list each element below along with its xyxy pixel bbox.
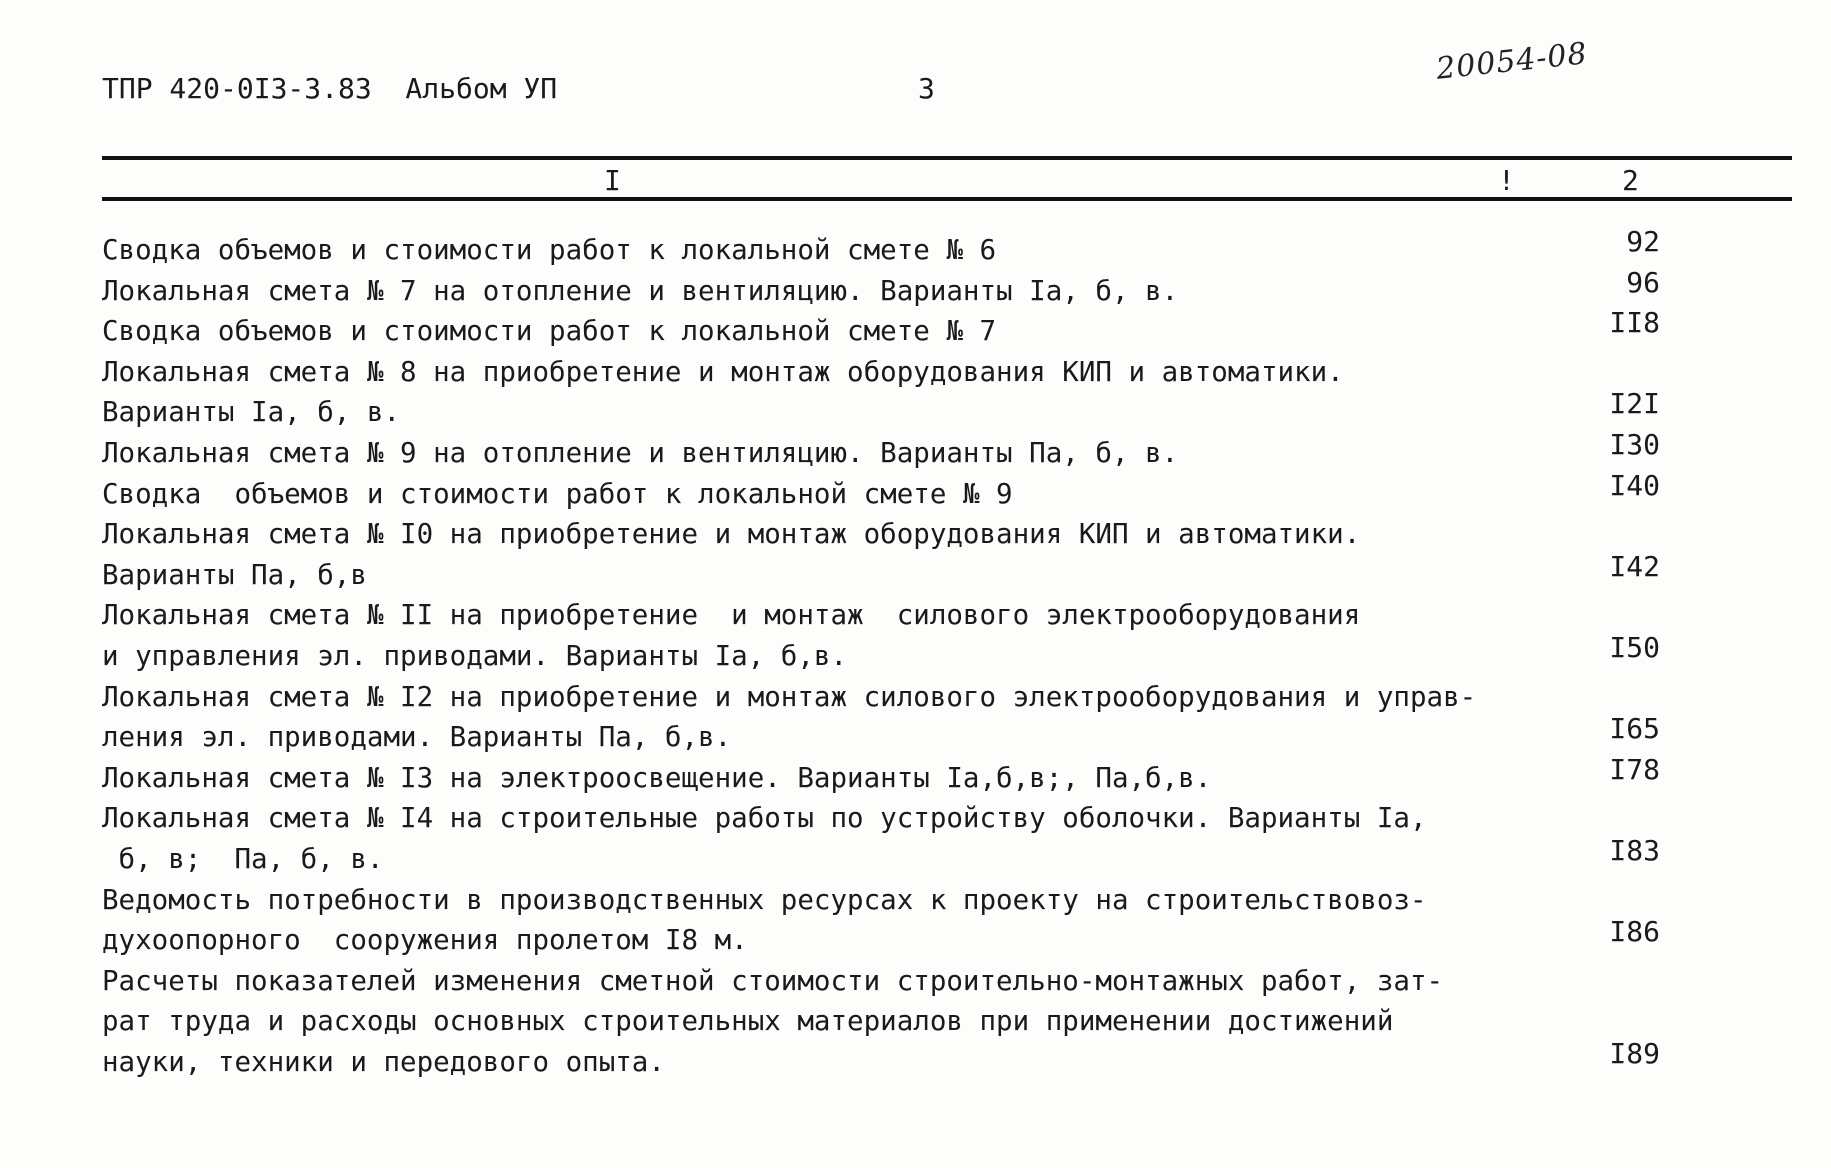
- toc-row: [102, 468, 1662, 515]
- toc-row: [102, 387, 1662, 433]
- toc-row: [102, 677, 1662, 718]
- toc-row: [102, 915, 1662, 961]
- toc-entry-page: I65: [1609, 712, 1660, 746]
- toc-entry-text: духоопорного сооружения пролетом I8 м.: [102, 924, 748, 957]
- column-separator: !: [1498, 164, 1515, 197]
- toc-row: [102, 352, 1662, 393]
- toc-entry-page: I78: [1609, 752, 1660, 786]
- toc-entry-page: I50: [1609, 630, 1660, 664]
- toc-entry-text: ления эл. приводами. Варианты Пa, б,в.: [102, 721, 732, 754]
- toc-entry-text: Локальная смета № 9 на отопление и вентиляцию. Варианты Пa, б, в.: [102, 436, 1179, 469]
- toc-entry-page: I40: [1609, 468, 1660, 502]
- handwritten-note: 20054-08: [1434, 36, 1590, 87]
- toc-row: [102, 1001, 1662, 1042]
- toc-entry-text: Локальная смета № I4 на строительные работы по устройству оболочки. Варианты Iа,: [102, 802, 1427, 835]
- toc-entry-text: Локальная смета № 8 на приобретение и монтаж оборудования КИП и автоматики.: [102, 355, 1344, 388]
- toc-row: [102, 712, 1662, 758]
- toc-entry-page: I30: [1609, 427, 1660, 461]
- toc-row: [102, 265, 1662, 312]
- toc-entry-page: II8: [1609, 306, 1660, 340]
- toc-entry-page: I2I: [1609, 387, 1660, 421]
- toc-entry-page: 96: [1626, 265, 1660, 299]
- column-header-1: I: [604, 164, 621, 197]
- table-top-rule: [102, 156, 1792, 160]
- toc-entry-text: Локальная смета № II на приобретение и монтаж силового электрооборудования: [102, 599, 1361, 632]
- toc-row: [102, 630, 1662, 677]
- toc-entry-text: Локальная смета № I3 на электроосвещение. Варианты Iа,б,в;, Пa,б,в.: [102, 761, 1212, 794]
- toc-entry-text: Локальная смета № I2 на приобретение и монтаж силового электрооборудования и управ-: [102, 680, 1477, 713]
- toc-entry-text: Локальная смета № I0 на приобретение и монтаж оборудования КИП и автоматики.: [102, 518, 1361, 551]
- toc-entry-text: Расчеты показателей изменения сметной стоимости строительно-монтажных работ, зат-: [102, 964, 1444, 997]
- table-header-rule: [102, 197, 1792, 201]
- toc-entry-page: 92: [1626, 225, 1660, 258]
- toc-row: [102, 549, 1662, 596]
- toc-entry-text: Сводка объемов и стоимости работ к локальной смете № 6: [102, 234, 997, 266]
- toc-entry-text: Сводка объемов и стоимости работ к локальной смете № 7: [102, 315, 997, 348]
- toc-row: [102, 752, 1662, 799]
- toc-row: [102, 798, 1662, 839]
- page-number: 3: [918, 72, 935, 105]
- toc-entry-text: б, в; Пa, б, в.: [102, 842, 384, 875]
- toc-entry-text: науки, техники и передового опыта.: [102, 1045, 665, 1078]
- toc-row: [102, 595, 1662, 636]
- column-header-2: 2: [1622, 164, 1639, 197]
- toc-row: [102, 880, 1662, 921]
- toc-row: [102, 514, 1662, 555]
- toc-entry-text: Ведомость потребности в производственных ресурсах к проекту на строительствовоз-: [102, 883, 1427, 916]
- toc-row: [102, 427, 1662, 474]
- toc-row: [102, 961, 1662, 1002]
- toc-entry-text: Сводка объемов и стоимости работ к локальной смете № 9: [102, 477, 1013, 510]
- toc-entry-page: I83: [1609, 833, 1660, 867]
- toc-entry-page: I42: [1609, 549, 1660, 583]
- toc-row: [102, 1036, 1662, 1083]
- toc-entry-text: Локальная смета № 7 на отопление и вентиляцию. Варианты Iа, б, в.: [102, 274, 1179, 307]
- toc-row: [102, 225, 1662, 271]
- table-of-contents: [102, 225, 1662, 1082]
- toc-row: [102, 833, 1662, 880]
- toc-row: [102, 306, 1662, 352]
- toc-entry-page: I86: [1609, 915, 1660, 949]
- document-code: ТПР 420-0I3-3.83 Альбом УП: [102, 72, 558, 105]
- toc-entry-text: Варианты Пa, б,в: [102, 558, 367, 591]
- toc-entry-text: Варианты Iа, б, в.: [102, 396, 401, 429]
- toc-entry-page: I89: [1609, 1036, 1660, 1070]
- toc-entry-text: и управления эл. приводами. Варианты Iа, б,в.: [102, 639, 848, 672]
- toc-entry-text: рат труда и расходы основных строительных материалов при применении достижений: [102, 1005, 1394, 1038]
